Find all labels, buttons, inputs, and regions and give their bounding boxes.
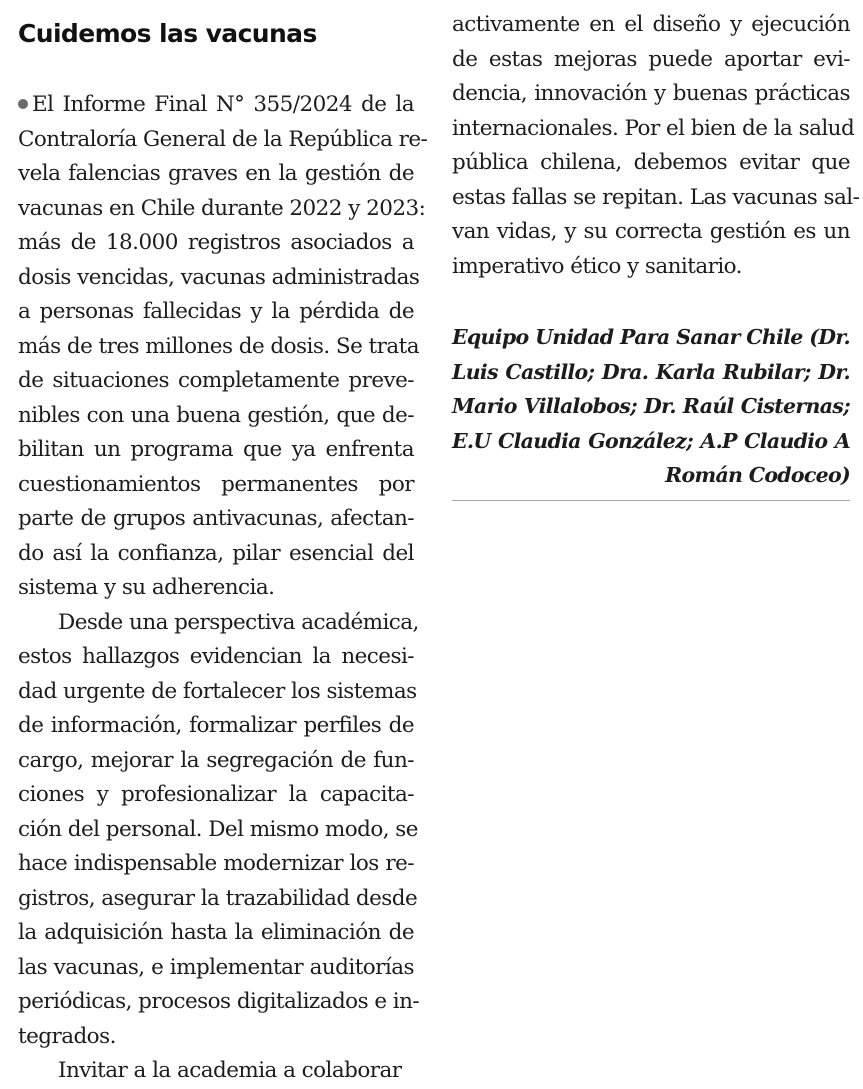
paragraph-2-line: hace indispensable modernizar los re- [18,851,414,876]
paragraph-3-start [18,1054,414,1089]
paragraph-1-line: do así la confianza, pilar esencial del [18,540,414,566]
paragraph-1-line: bilitan un programa que ya enfrenta [18,437,414,462]
paragraph-2-line: estos hallazgos evidencian la necesi- [18,644,414,669]
paragraph-2-line: ciones y profesionalizar la capacita- [18,782,414,807]
paragraph-1-line: más de tres millones de dosis. Se trata [18,333,419,359]
bullet-icon [18,99,28,109]
paragraph-2-line: dad urgente de fortalecer los sistemas [18,678,417,704]
signature-line: Luis Castillo; Dra. Karla Rubilar; Dr. [452,359,850,384]
signature-line: Mario Villalobos; Dr. Raúl Cisternas; [452,394,850,418]
paragraph-2 [18,606,420,1055]
paragraph-3-line: van vidas, y su correcta gestión es un [452,219,850,244]
paragraph-3-line: Invitar a la academia a colaborar [58,1058,402,1083]
paragraph-2-line: de información, formalizar perfiles de [18,713,414,738]
left-column [18,18,428,1089]
paragraph-1-line: vacunas en Chile durante 2022 y 2023: [18,195,426,221]
paragraph-2-line: periódicas, procesos digitalizados e in- [18,989,420,1014]
article-title: Cuidemos las vacunas [18,19,317,48]
paragraph-2-line: Desde una perspectiva académica, [58,609,419,635]
paragraph-3-line: de estas mejoras puede aportar evi- [452,46,850,72]
paragraph-1-line: nibles con una buena gestión, que de- [18,402,414,428]
paragraph-1-line: Contraloría General de la República re- [18,126,428,152]
paragraph-1-line: sistema y su adherencia. [18,575,275,600]
paragraph-3-line: activamente en el diseño y ejecución [452,12,850,37]
author-signature [452,320,850,493]
paragraph-3-line: internacionales. Por el bien de la salud [452,115,855,141]
paragraph-3-line: dencia, innovación y buenas prácticas [452,81,850,106]
signature-line: Román Codoceo) [665,463,850,487]
paragraph-1-line: cuestionamientos permanentes por [18,471,414,497]
paragraph-1 [18,88,428,606]
paragraph-2-line: ción del personal. Del mismo modo, se [18,816,418,842]
paragraph-2-line: las vacunas, e implementar auditorías [18,954,414,980]
paragraph-1-line: a personas fallecidas y la pérdida de [18,299,414,324]
paragraph-3-line: pública chilena, debemos evitar que [452,150,850,175]
paragraph-1-line: de situaciones completamente preve- [18,368,414,393]
paragraph-3-continued [452,8,860,284]
column-end-divider [452,500,850,501]
paragraph-2-line: gistros, asegurar la trazabilidad desde [18,885,418,911]
signature-line: E.U Claudia González; A.P Claudio A [452,428,850,453]
paragraph-2-line: cargo, mejorar la segregación de fun- [18,747,414,773]
paragraph-1-line: vela falencias graves en la gestión de [18,161,414,186]
paragraph-3-line: imperativo ético y sanitario. [452,253,742,279]
paragraph-2-line: la adquisición hasta la eliminación de [18,920,414,945]
paragraph-2-line: tegrados. [18,1023,116,1049]
paragraph-3-line: estas fallas se repitan. Las vacunas sal- [452,184,860,210]
paragraph-1-line: dosis vencidas, vacunas administradas [18,264,420,290]
paragraph-1-line: El Informe Final N° 355/2024 de la [18,88,414,123]
paragraph-1-line: parte de grupos antivacunas, afectan- [18,506,414,531]
right-column [452,8,860,493]
signature-line: Equipo Unidad Para Sanar Chile (Dr. [452,325,850,349]
paragraph-1-line: más de 18.000 registros asociados a [18,230,414,255]
